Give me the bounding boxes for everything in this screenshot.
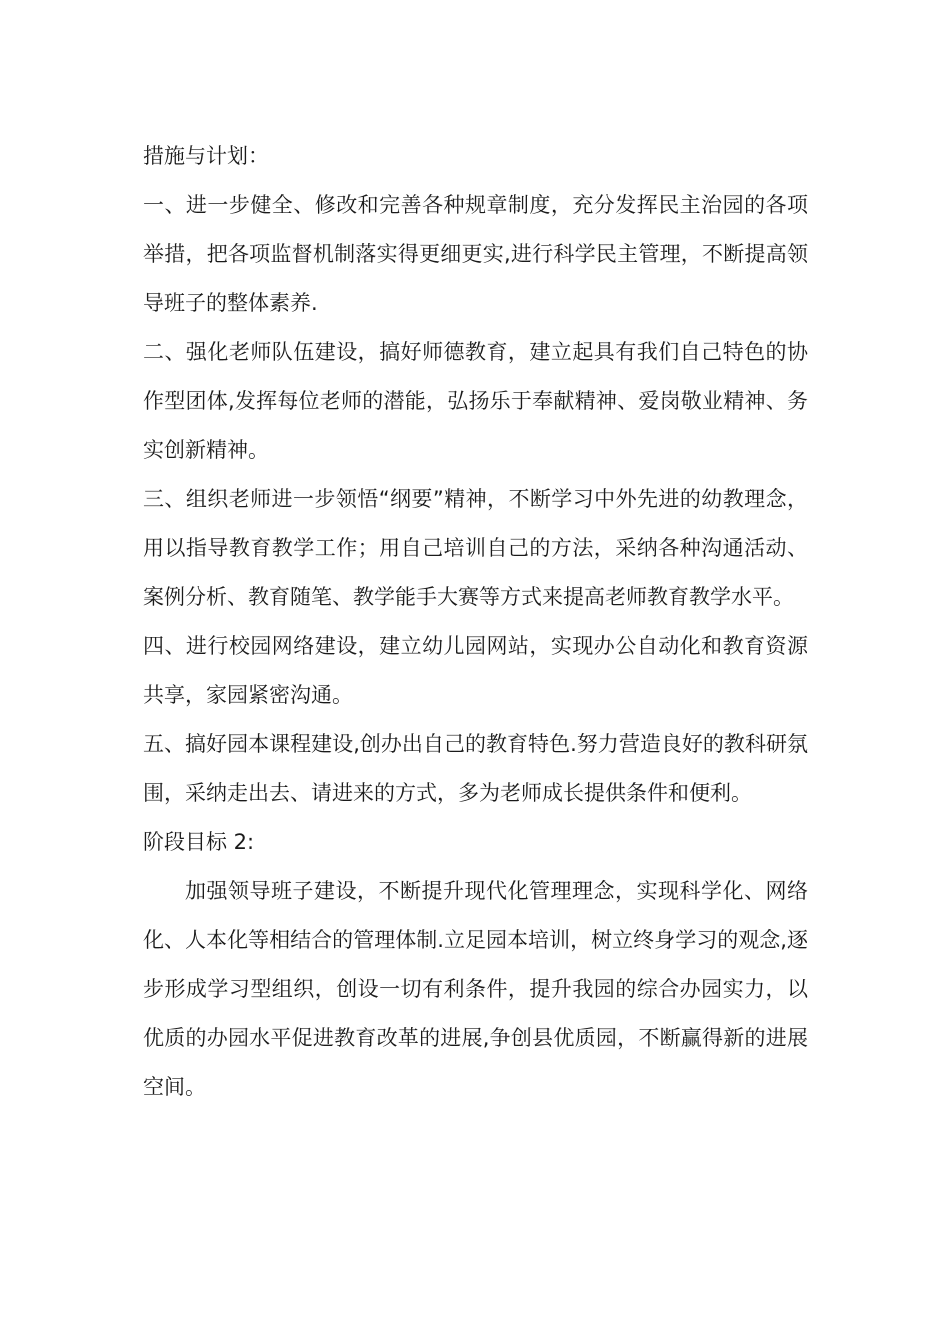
stage-goal-paragraph: 加强领导班子建设，不断提升现代化管理理念，实现科学化、网络化、人本化等相结合的管理体制.立足园本培训，树立终身学习的观念,逐步形成学习型组织，创设一切有利条件，提升我园的综合办园实力，以优质的办园水平促进教育改革的进展,争创县优质园，不断赢得新的进展空间。 [143, 879, 808, 1099]
list-item-2: 二、强化老师队伍建设，搞好师德教育，建立起具有我们自己特色的协作型团体,发挥每位老师的潜能，弘扬乐于奉献精神、爱岗敬业精神、务实创新精神。 [143, 340, 808, 462]
heading-stage-goal-2: 阶段目标 2: [143, 830, 255, 854]
document-page [143, 132, 808, 1112]
heading-measures-and-plan: 措施与计划： [143, 144, 269, 168]
list-item-3: 三、组织老师进一步领悟“纲要”精神，不断学习中外先进的幼教理念，用以指导教育教学工作；用自己培训自己的方法，采纳各种沟通活动、案例分析、教育随笔、教学能手大赛等方式来提高老师教育教学水平。 [143, 487, 808, 609]
list-item-1: 一、进一步健全、修改和完善各种规章制度，充分发挥民主治园的各项举措，把各项监督机制落实得更细更实,进行科学民主管理，不断提高领导班子的整体素养. [143, 193, 808, 315]
list-item-4: 四、进行校园网络建设，建立幼儿园网站，实现办公自动化和教育资源共享，家园紧密沟通。 [143, 634, 808, 707]
list-item-5: 五、搞好园本课程建设,创办出自己的教育特色.努力营造良好的教科研氛围，采纳走出去、请进来的方式，多为老师成长提供条件和便利。 [143, 732, 808, 805]
